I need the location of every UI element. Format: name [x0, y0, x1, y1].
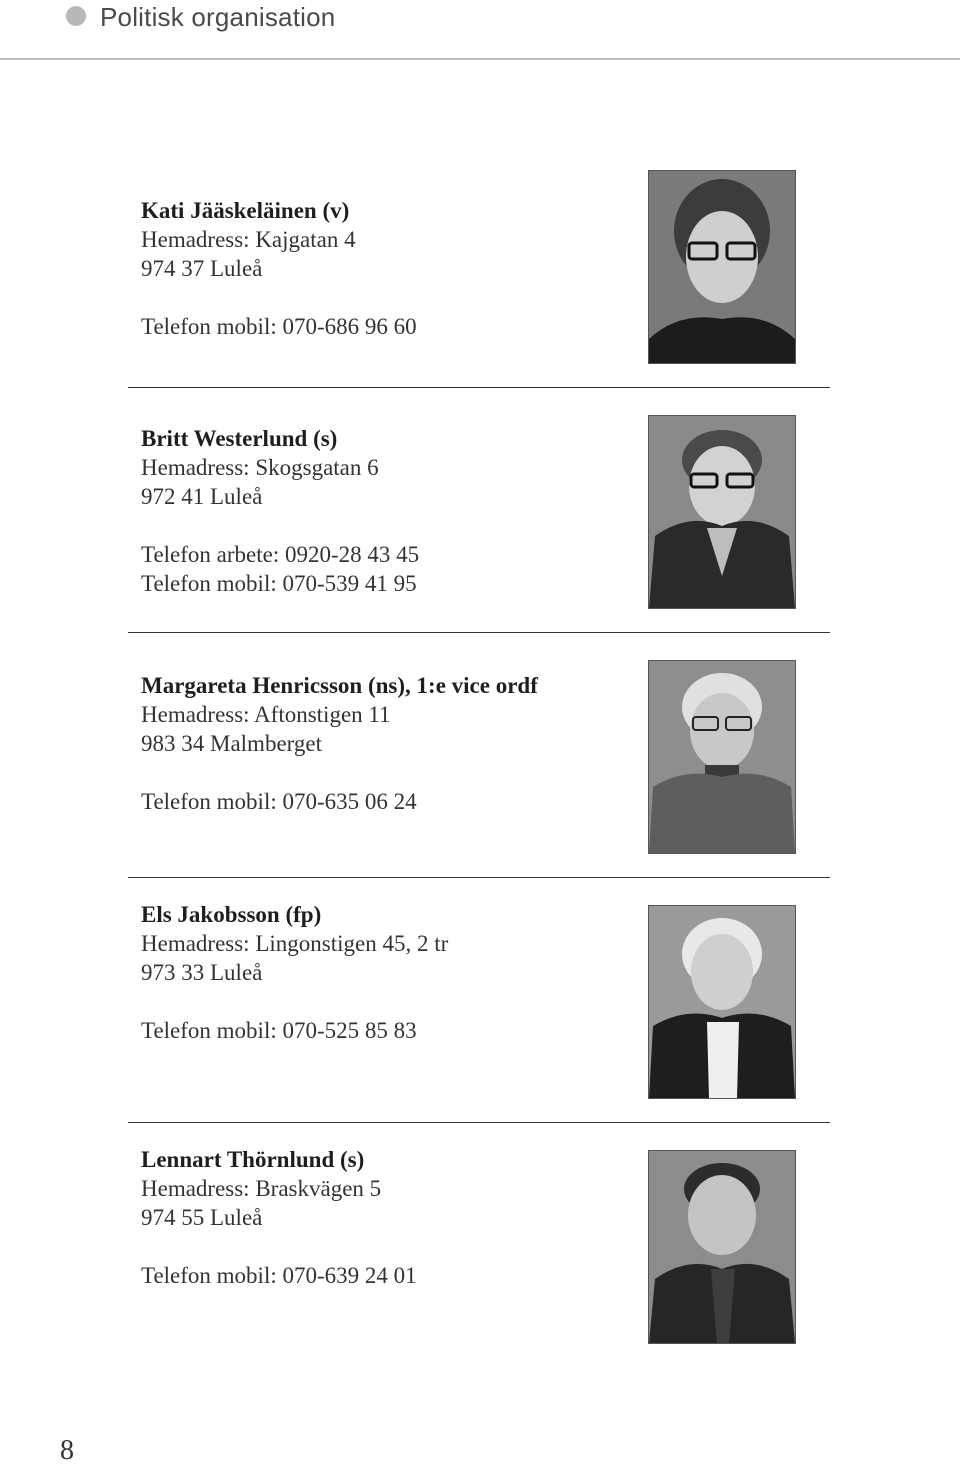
- contact-name: Britt Westerlund (s): [141, 426, 338, 451]
- separator-line: [128, 877, 830, 878]
- contact-phone-mobile: Telefon mobil: 070-635 06 24: [141, 789, 417, 814]
- portrait-photo-1: [648, 170, 796, 364]
- contact-phone-mobile: Telefon mobil: 070-525 85 83: [141, 1018, 417, 1043]
- contact-info: [141, 900, 448, 1045]
- portrait-photo-3: [648, 660, 796, 854]
- contact-address: Hemadress: Kajgatan 4: [141, 227, 356, 252]
- bullet-dot-icon: [66, 6, 86, 26]
- separator-line: [128, 632, 830, 633]
- header-rule: [0, 58, 960, 60]
- contact-info: [141, 671, 538, 816]
- contact-phone-mobile: Telefon mobil: 070-539 41 95: [141, 571, 417, 596]
- page-header: [0, 0, 960, 60]
- contact-city: 974 37 Luleå: [141, 256, 263, 281]
- contact-city: 973 33 Luleå: [141, 960, 263, 985]
- contact-phone-mobile: Telefon mobil: 070-686 96 60: [141, 314, 417, 339]
- contact-city: 983 34 Malmberget: [141, 731, 322, 756]
- contact-phone-work: Telefon arbete: 0920-28 43 45: [141, 542, 420, 567]
- contact-address: Hemadress: Skogsgatan 6: [141, 455, 379, 480]
- contact-city: 974 55 Luleå: [141, 1205, 263, 1230]
- contact-address: Hemadress: Aftonstigen 11: [141, 702, 391, 727]
- section-title: Politisk organisation: [100, 2, 336, 32]
- contact-info: [141, 196, 417, 341]
- contact-info: [141, 424, 419, 598]
- contact-address: Hemadress: Braskvägen 5: [141, 1176, 382, 1201]
- contact-info: [141, 1145, 417, 1290]
- separator-line: [128, 387, 830, 388]
- contact-name: Kati Jääskeläinen (v): [141, 198, 350, 223]
- contact-name: Margareta Henricsson (ns), 1:e vice ordf: [141, 673, 538, 698]
- contact-phone-mobile: Telefon mobil: 070-639 24 01: [141, 1263, 417, 1288]
- contact-address: Hemadress: Lingonstigen 45, 2 tr: [141, 931, 449, 956]
- contact-name: Lennart Thörnlund (s): [141, 1147, 365, 1172]
- contact-name: Els Jakobsson (fp): [141, 902, 322, 927]
- contact-city: 972 41 Luleå: [141, 484, 263, 509]
- portrait-photo-4: [648, 905, 796, 1099]
- page-number: 8: [60, 1435, 74, 1466]
- portrait-photo-2: [648, 415, 796, 609]
- portrait-photo-5: [648, 1150, 796, 1344]
- separator-line: [128, 1122, 830, 1123]
